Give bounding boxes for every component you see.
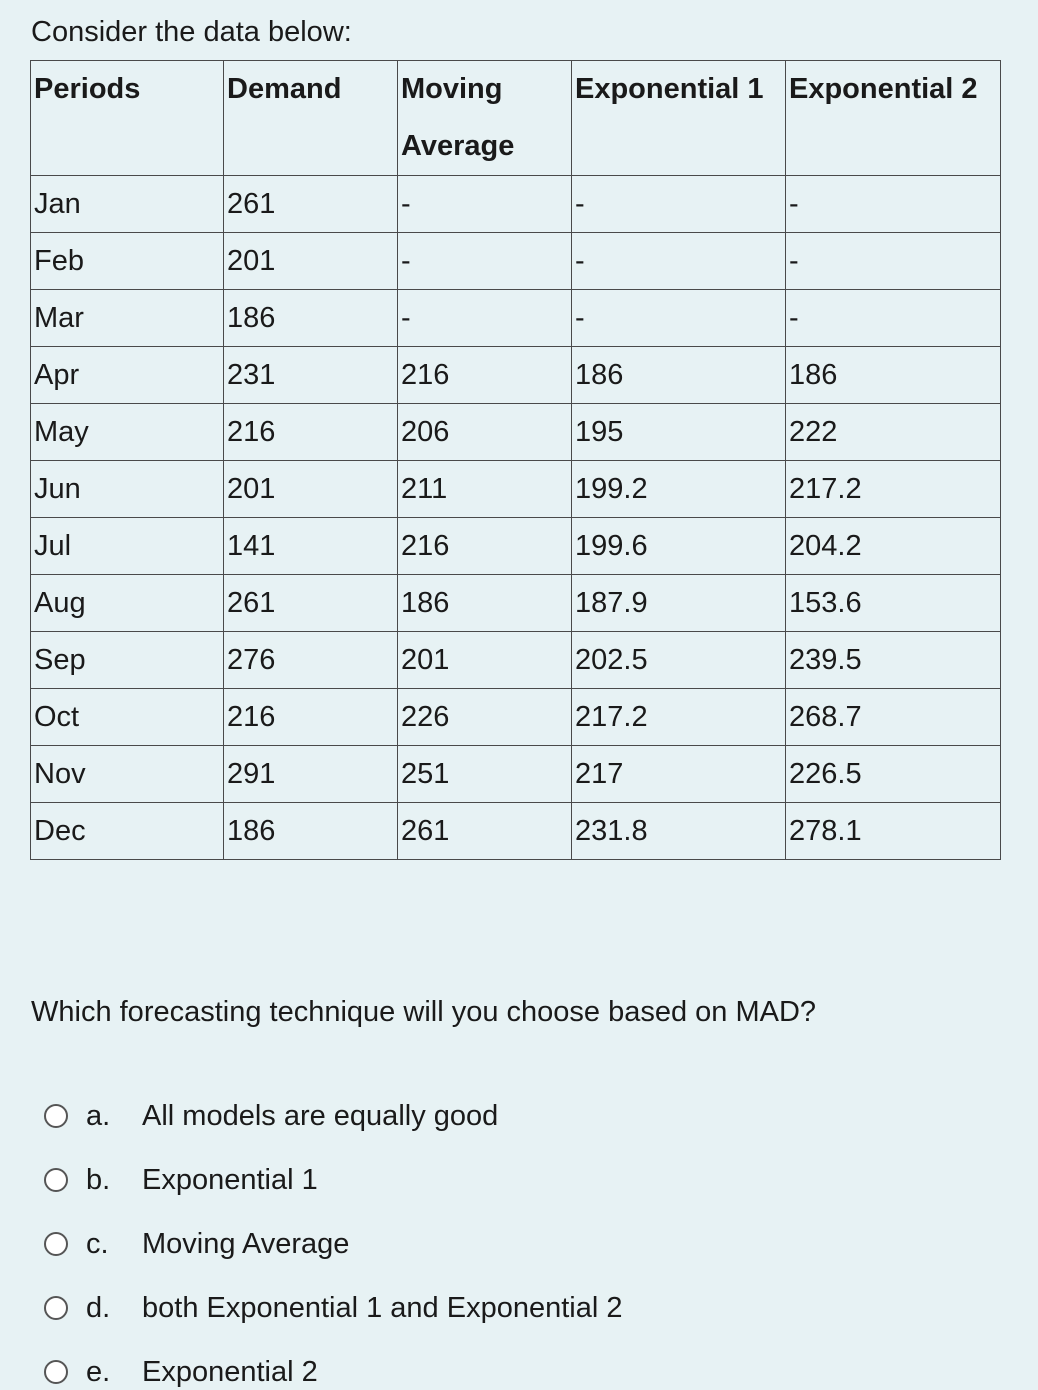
header-moving-average: Moving Average <box>398 61 572 176</box>
table-row <box>31 518 1001 575</box>
cell-period: Apr <box>31 347 224 404</box>
radio-button-icon[interactable] <box>44 1168 68 1192</box>
cell-moving-average: 251 <box>398 746 572 803</box>
cell-exponential-2: 204.2 <box>786 518 1001 575</box>
cell-demand: 261 <box>224 176 398 233</box>
cell-exponential-1: 231.8 <box>572 803 786 860</box>
radio-button-icon[interactable] <box>44 1296 68 1320</box>
cell-moving-average: 216 <box>398 518 572 575</box>
forecast-table <box>30 60 1001 860</box>
table-row <box>31 689 1001 746</box>
cell-period: Dec <box>31 803 224 860</box>
cell-moving-average: 226 <box>398 689 572 746</box>
cell-moving-average: - <box>398 290 572 347</box>
cell-period: Sep <box>31 632 224 689</box>
answer-option[interactable] <box>44 1340 622 1390</box>
cell-moving-average: - <box>398 233 572 290</box>
cell-exponential-2: - <box>786 176 1001 233</box>
cell-exponential-1: 187.9 <box>572 575 786 632</box>
cell-demand: 186 <box>224 803 398 860</box>
table-row <box>31 290 1001 347</box>
cell-moving-average: 186 <box>398 575 572 632</box>
cell-moving-average: 211 <box>398 461 572 518</box>
answer-options <box>44 1084 622 1390</box>
cell-exponential-2: - <box>786 233 1001 290</box>
cell-exponential-2: 268.7 <box>786 689 1001 746</box>
cell-period: Jan <box>31 176 224 233</box>
table-header-row <box>31 61 1001 176</box>
table-row <box>31 746 1001 803</box>
cell-period: Jun <box>31 461 224 518</box>
cell-demand: 291 <box>224 746 398 803</box>
cell-moving-average: 261 <box>398 803 572 860</box>
answer-option[interactable] <box>44 1148 622 1212</box>
cell-moving-average: 201 <box>398 632 572 689</box>
answer-option[interactable] <box>44 1084 622 1148</box>
cell-exponential-1: 199.6 <box>572 518 786 575</box>
cell-moving-average: - <box>398 176 572 233</box>
header-exponential-1: Exponential 1 <box>572 61 786 176</box>
answer-option[interactable] <box>44 1276 622 1340</box>
answer-option[interactable] <box>44 1212 622 1276</box>
cell-demand: 216 <box>224 404 398 461</box>
table-row <box>31 575 1001 632</box>
cell-exponential-2: 226.5 <box>786 746 1001 803</box>
cell-exponential-1: - <box>572 233 786 290</box>
cell-exponential-2: - <box>786 290 1001 347</box>
cell-moving-average: 206 <box>398 404 572 461</box>
table-row <box>31 233 1001 290</box>
cell-exponential-2: 153.6 <box>786 575 1001 632</box>
option-letter: a. <box>86 1099 111 1132</box>
question-text: Which forecasting technique will you choose based on MAD? <box>31 996 817 1028</box>
cell-exponential-1: 217 <box>572 746 786 803</box>
cell-period: May <box>31 404 224 461</box>
table-row <box>31 461 1001 518</box>
cell-period: Jul <box>31 518 224 575</box>
cell-demand: 276 <box>224 632 398 689</box>
table-row <box>31 632 1001 689</box>
cell-exponential-2: 217.2 <box>786 461 1001 518</box>
cell-exponential-1: - <box>572 176 786 233</box>
radio-button-icon[interactable] <box>44 1104 68 1128</box>
cell-demand: 201 <box>224 233 398 290</box>
radio-button-icon[interactable] <box>44 1360 68 1384</box>
option-label: Exponential 2 <box>142 1355 318 1388</box>
option-label: Moving Average <box>142 1227 350 1260</box>
cell-period: Mar <box>31 290 224 347</box>
option-letter: d. <box>86 1291 111 1324</box>
option-label: both Exponential 1 and Exponential 2 <box>142 1291 623 1324</box>
table-row <box>31 404 1001 461</box>
cell-demand: 216 <box>224 689 398 746</box>
cell-demand: 201 <box>224 461 398 518</box>
cell-period: Feb <box>31 233 224 290</box>
cell-demand: 186 <box>224 290 398 347</box>
cell-demand: 261 <box>224 575 398 632</box>
option-label: Exponential 1 <box>142 1163 318 1196</box>
cell-exponential-2: 186 <box>786 347 1001 404</box>
cell-period: Nov <box>31 746 224 803</box>
cell-moving-average: 216 <box>398 347 572 404</box>
cell-exponential-1: 199.2 <box>572 461 786 518</box>
table-body <box>31 176 1001 860</box>
header-periods: Periods <box>31 61 224 176</box>
cell-demand: 141 <box>224 518 398 575</box>
option-label: All models are equally good <box>142 1099 499 1132</box>
cell-period: Aug <box>31 575 224 632</box>
intro-text: Consider the data below: <box>31 16 352 48</box>
cell-period: Oct <box>31 689 224 746</box>
radio-button-icon[interactable] <box>44 1232 68 1256</box>
cell-demand: 231 <box>224 347 398 404</box>
cell-exponential-2: 222 <box>786 404 1001 461</box>
table-row <box>31 176 1001 233</box>
header-demand: Demand <box>224 61 398 176</box>
cell-exponential-2: 239.5 <box>786 632 1001 689</box>
option-letter: b. <box>86 1163 111 1196</box>
cell-exponential-1: - <box>572 290 786 347</box>
option-letter: e. <box>86 1355 111 1388</box>
table-row <box>31 347 1001 404</box>
cell-exponential-1: 202.5 <box>572 632 786 689</box>
cell-exponential-1: 217.2 <box>572 689 786 746</box>
table-row <box>31 803 1001 860</box>
cell-exponential-1: 195 <box>572 404 786 461</box>
header-exponential-2: Exponential 2 <box>786 61 1001 176</box>
option-letter: c. <box>86 1227 109 1260</box>
cell-exponential-2: 278.1 <box>786 803 1001 860</box>
cell-exponential-1: 186 <box>572 347 786 404</box>
